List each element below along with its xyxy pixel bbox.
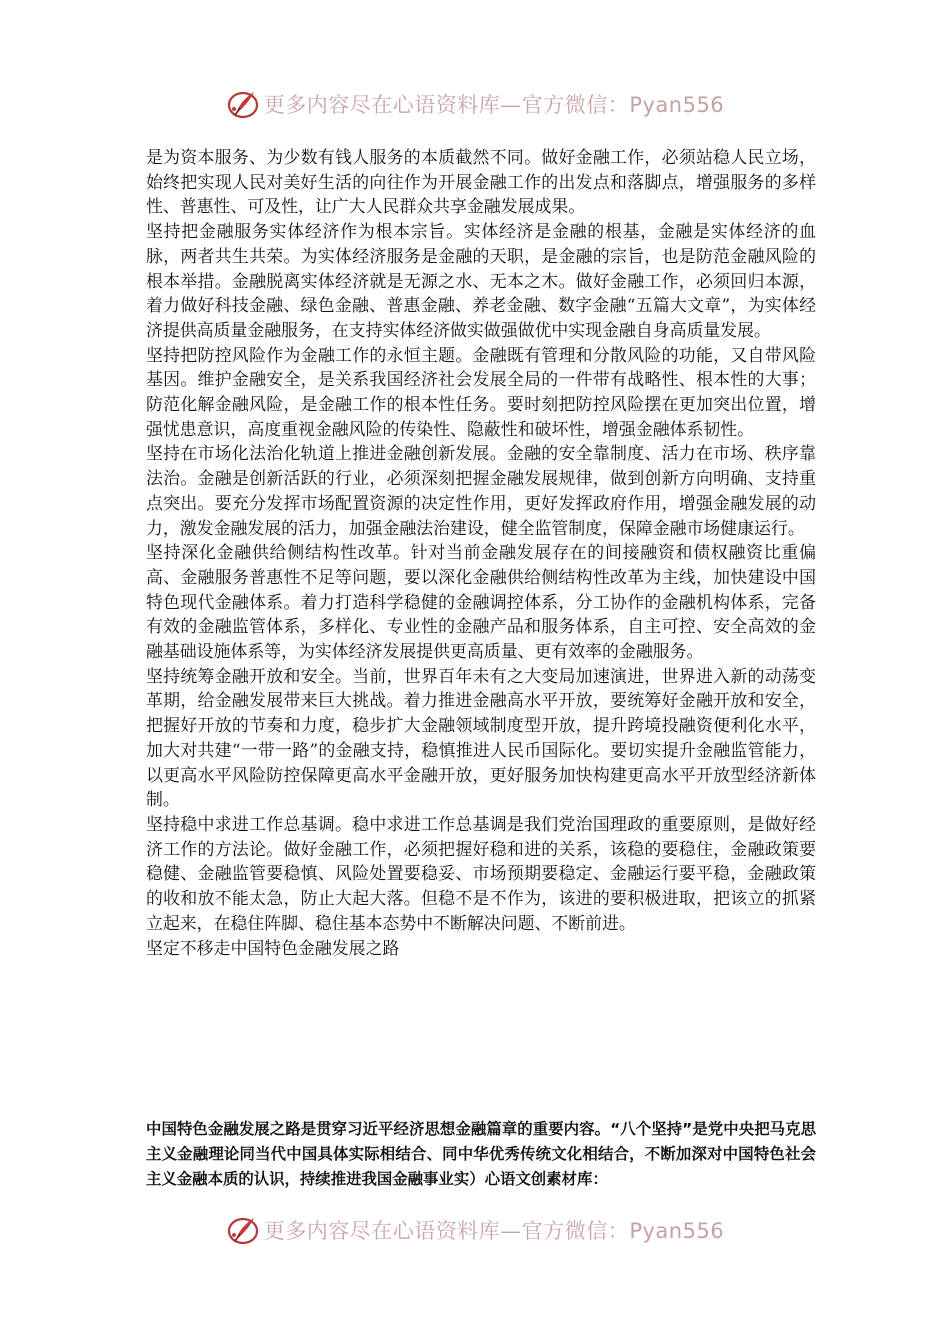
header-banner	[0, 84, 950, 124]
wechat-handle: Pyan556	[629, 93, 725, 117]
paragraph: 坚持把金融服务实体经济作为根本宗旨。实体经济是金融的根基，金融是实体经济的血脉，两者共生共荣。为实体经济服务是金融的天职，是金融的宗旨，也是防范金融风险的根本举措。金融脱离实体经济就是无源之水、无本之木。做好金融工作，必须回归本源，着力做好科技金融、绿色金融、普惠金融、养老金融、数字金融“五篇大文章”，为实体经济提供高质量金融服务，在支持实体经济做实做强做优中实现金融自身高质量发展。	[146, 221, 816, 340]
paragraph: 坚持在市场化法治化轨道上推进金融创新发展。金融的安全靠制度、活力在市场、秩序靠法治。金融是创新活跃的行业，必须深刻把握金融发展规律，做到创新方向明确、支持重点突出。要充分发挥市场配置资源的决定性作用，更好发挥政府作用，增强金融发展的动力，激发金融发展的活力，加强金融法治建设，健全监管制度，保障金融市场健康运行。	[146, 443, 816, 538]
paragraph: 坚持深化金融供给侧结构性改革。针对当前金融发展存在的间接融资和债权融资比重偏高、金融服务普惠性不足等问题，要以深化金融供给侧结构性改革为主线，加快建设中国特色现代金融体系。着力打造科学稳健的金融调控体系，分工协作的金融机构体系，完备有效的金融监管体系，多样化、专业性的金融产品和服务体系，自主可控、安全高效的金融基础设施体系等，为实体经济发展提供更高质量、更有效率的金融服务。	[146, 542, 816, 662]
banner-text: 更多内容尽在心语资料库—官方微信：Pyan556	[263, 93, 725, 117]
document-body	[146, 145, 816, 960]
section-heading: 坚定不移走中国特色金融发展之路	[146, 937, 400, 958]
feather-pen-logo-icon	[226, 1213, 260, 1247]
wechat-handle: Pyan556	[629, 1219, 725, 1243]
summary-paragraph: 中国特色金融发展之路是贯穿习近平经济思想金融篇章的重要内容。“八个坚持”是党中央把马克思主义金融理论同当代中国具体实际相结合、同中华优秀传统文化相结合，不断加深对中国特色社会主义金融本质的认识，持续推进我国金融事业实）心语文创素材库：	[146, 1120, 816, 1188]
banner-text: 更多内容尽在心语资料库—官方微信：Pyan556	[263, 1219, 725, 1243]
paragraph: 坚持稳中求进工作总基调。稳中求进工作总基调是我们党治国理政的重要原则，是做好经济工作的方法论。做好金融工作，必须把握好稳和进的关系，该稳的要稳住，金融政策要稳健、金融监管要稳慎、风险处置要稳妥、市场预期要稳定、金融运行要平稳，金融政策的收和放不能太急，防止大起大落。但稳不是不作为，该进的要积极进取，把该立的抓紧立起来，在稳住阵脚、稳住基本态势中不断解决问题、不断前进。	[146, 813, 816, 933]
paragraph: 坚持把防控风险作为金融工作的永恒主题。金融既有管理和分散风险的功能，又自带风险基因。维护金融安全，是关系我国经济社会发展全局的一件带有战略性、根本性的大事；防范化解金融风险，是金融工作的根本性任务。要时刻把防控风险摆在更加突出位置，增强忧患意识，高度重视金融风险的传染性、隐蔽性和破坏性，增强金融体系韧性。	[146, 344, 816, 439]
paragraph: 是为资本服务、为少数有钱人服务的本质截然不同。做好金融工作，必须站稳人民立场，始终把实现人民对美好生活的向往作为开展金融工作的出发点和落脚点，增强服务的多样性、普惠性、可及性，让广大人民群众共享金融发展成果。	[146, 147, 816, 217]
footer-banner	[0, 1210, 950, 1250]
feather-pen-logo-icon	[226, 87, 260, 121]
paragraph: 坚持统筹金融开放和安全。当前，世界百年未有之大变局加速演进，世界进入新的动荡变革期，给金融发展带来巨大挑战。着力推进金融高水平开放，要统筹好金融开放和安全，把握好开放的节奏和力度，稳步扩大金融领域制度型开放，提升跨境投融资便利化水平，加大对共建“一带一路”的金融支持，稳慎推进人民币国际化。要切实提升金融监管能力，以更高水平风险防控保障更高水平金融开放，更好服务加快构建更高水平开放型经济新体制。	[146, 665, 816, 810]
